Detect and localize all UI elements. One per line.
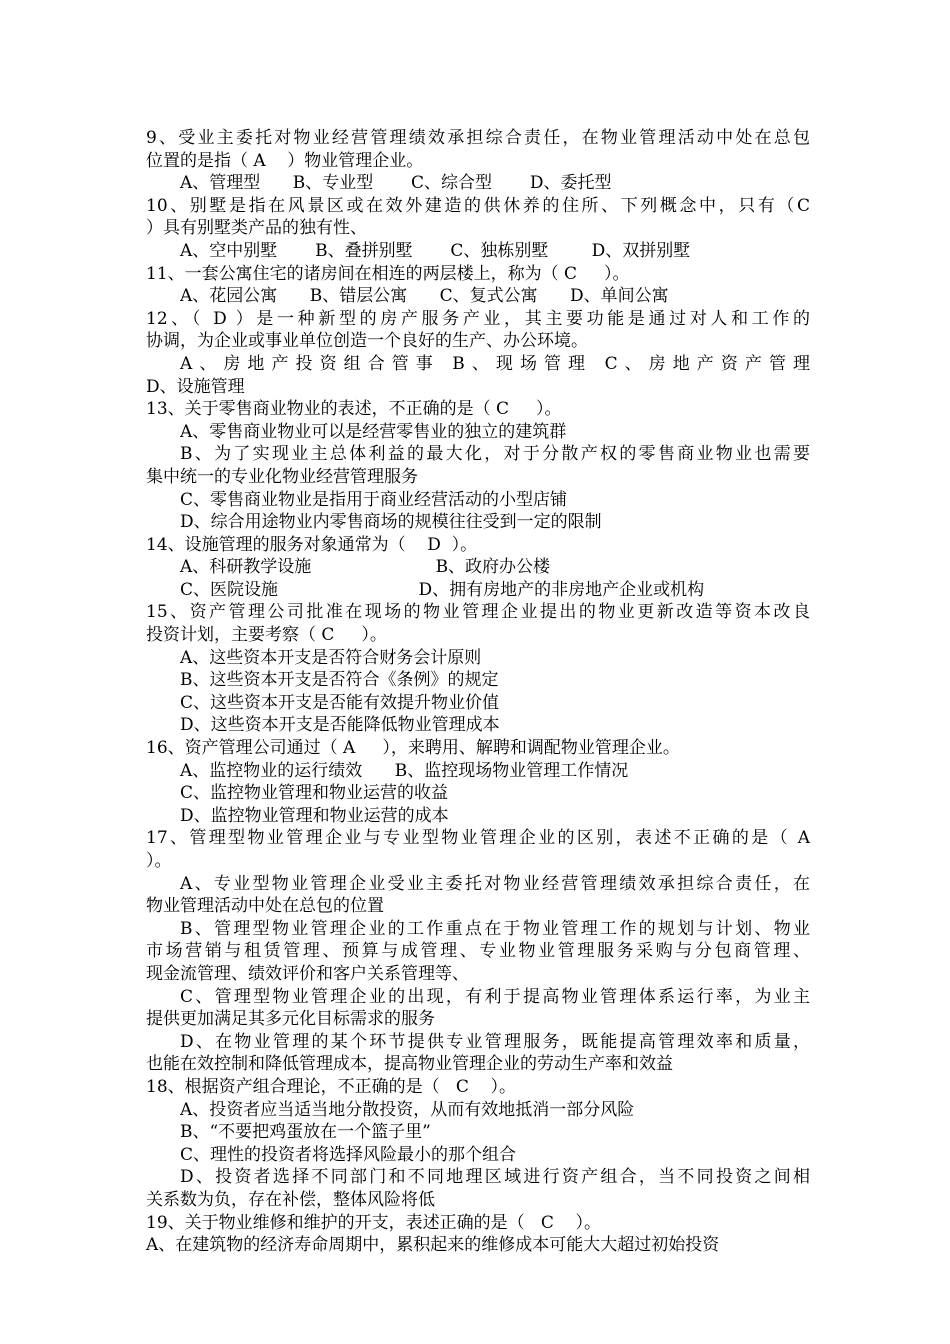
text-line: A、这些资本开支是否符合财务会计原则 [180,647,482,668]
text-line: C、理性的投资者将选择风险最小的那个组合 [180,1144,517,1165]
text-line: 位置的是指（ A ）物业管理企业。 [146,150,424,171]
text-line: B、为了实现业主总体利益的最大化，对于分散产权的零售商业物业也需要 [180,444,810,465]
text-line: 11、一套公寓住宅的诸房间在相连的两层楼上，称为（ C ）。 [146,263,630,284]
text-line: 18、根据资产组合理论，不正确的是（ C ）。 [146,1076,516,1097]
text-line: A、空中别墅 B、叠拼别墅 C、独栋别墅 D、双拼别墅 [180,240,691,261]
text-line: 19、关于物业维修和维护的开支，表述正确的是（ C ）。 [146,1212,601,1233]
text-line: D、在物业管理的某个环节提供专业管理服务，既能提高管理效率和质量， [180,1031,810,1052]
text-line: D、这些资本开支是否能降低物业管理成本 [180,715,500,736]
text-line: 12、（ D ）是一种新型的房产服务产业，其主要功能是通过对人和工作的 [146,308,810,329]
text-line: D、投资者选择不同部门和不同地理区域进行资产组合，当不同投资之间相 [180,1167,810,1188]
text-line: 10、别墅是指在风景区或在效外建造的供休养的住所、下列概念中，只有（C [146,195,810,216]
text-line: C、零售商业物业是指用于商业经营活动的小型店铺 [180,489,568,510]
text-line: 市场营销与租赁管理、预算与成管理、专业物业管理服务采购与分包商管理、 [146,941,810,962]
text-line: A、监控物业的运行绩效 B、监控现场物业管理工作情况 [180,760,629,781]
text-line: ）。 [146,851,172,871]
text-line: C、这些资本开支是否能有效提升物业价值 [180,692,500,713]
text-line: A、专业型物业管理企业受业主委托对物业经营管理绩效承担综合责任，在 [180,873,810,894]
text-line: A、科研教学设施 B、政府办公楼 [180,557,551,578]
text-line: 物业管理活动中处在总包的位置 [146,896,384,917]
text-line: 14、设施管理的服务对象通常为（ D ）。 [146,534,478,555]
text-line: 13、关于零售商业物业的表述，不正确的是（ C ）。 [146,399,562,420]
text-line: 提供更加满足其多元化目标需求的服务 [146,1009,435,1030]
text-line: C、监控物业管理和物业运营的收益 [180,783,449,804]
text-line: 也能在效控制和降低管理成本，提高物业管理企业的劳动生产率和效益 [146,1054,673,1075]
text-line: B、管理型物业管理企业的工作重点在于物业管理工作的规划与计划、物业 [180,918,810,939]
text-line: 投资计划，主要考察（ C ）。 [146,625,387,646]
text-line: 现金流管理、绩效评价和客户关系管理等、 [146,963,469,984]
text-line: D、设施管理 [146,376,245,397]
text-line: 16、资产管理公司通过（ A ），来聘用、解聘和调配物业管理企业。 [146,738,680,759]
text-line: A、投资者应当适当地分散投资，从而有效地抵消一部分风险 [180,1099,635,1120]
text-line: A、在建筑物的经济寿命周期中，累积起来的维修成本可能大大超过初始投资 [146,1235,720,1256]
text-line: C、管理型物业管理企业的出现，有利于提高物业管理体系运行率，为业主 [180,986,810,1007]
text-line: 9、受业主委托对物业经营管理绩效承担综合责任，在物业管理活动中处在总包 [146,128,810,148]
text-line: 协调，为企业或事业单位创造一个良好的生产、办公环境。 [146,331,588,352]
text-line: D、监控物业管理和物业运营的成本 [180,805,449,826]
text-line: A、管理型 B、专业型 C、综合型 D、委托型 [180,173,612,194]
text-line: C、医院设施 D、拥有房地产的非房地产企业或机构 [180,579,705,600]
text-line: B、这些资本开支是否符合《条例》的规定 [180,670,499,691]
text-line: 15、资产管理公司批准在现场的物业管理企业提出的物业更新改造等资本改良 [146,602,810,623]
text-line: A、花园公寓 B、错层公寓 C、复式公寓 D、单间公寓 [180,286,669,307]
text-line: A、房地产投资组合管事 B、现场管理 C、房地产资产管理 [180,353,810,374]
text-line: 17、管理型物业管理企业与专业型物业管理企业的区别，表述不正确的是（ A [146,828,810,849]
text-line: ）具有别墅类产品的独有性、 [146,218,367,239]
text-line: 集中统一的专业化物业经营管理服务 [146,466,418,487]
text-line: A、零售商业物业可以是经营零售业的独立的建筑群 [180,421,567,442]
text-line: D、综合用途物业内零售商场的规模往往受到一定的限制 [180,512,602,533]
text-line: B、“不要把鸡蛋放在一个篮子里” [180,1122,431,1143]
document-body [146,127,810,1257]
text-line: 关系数为负，存在补偿，整体风险将低 [146,1189,435,1210]
